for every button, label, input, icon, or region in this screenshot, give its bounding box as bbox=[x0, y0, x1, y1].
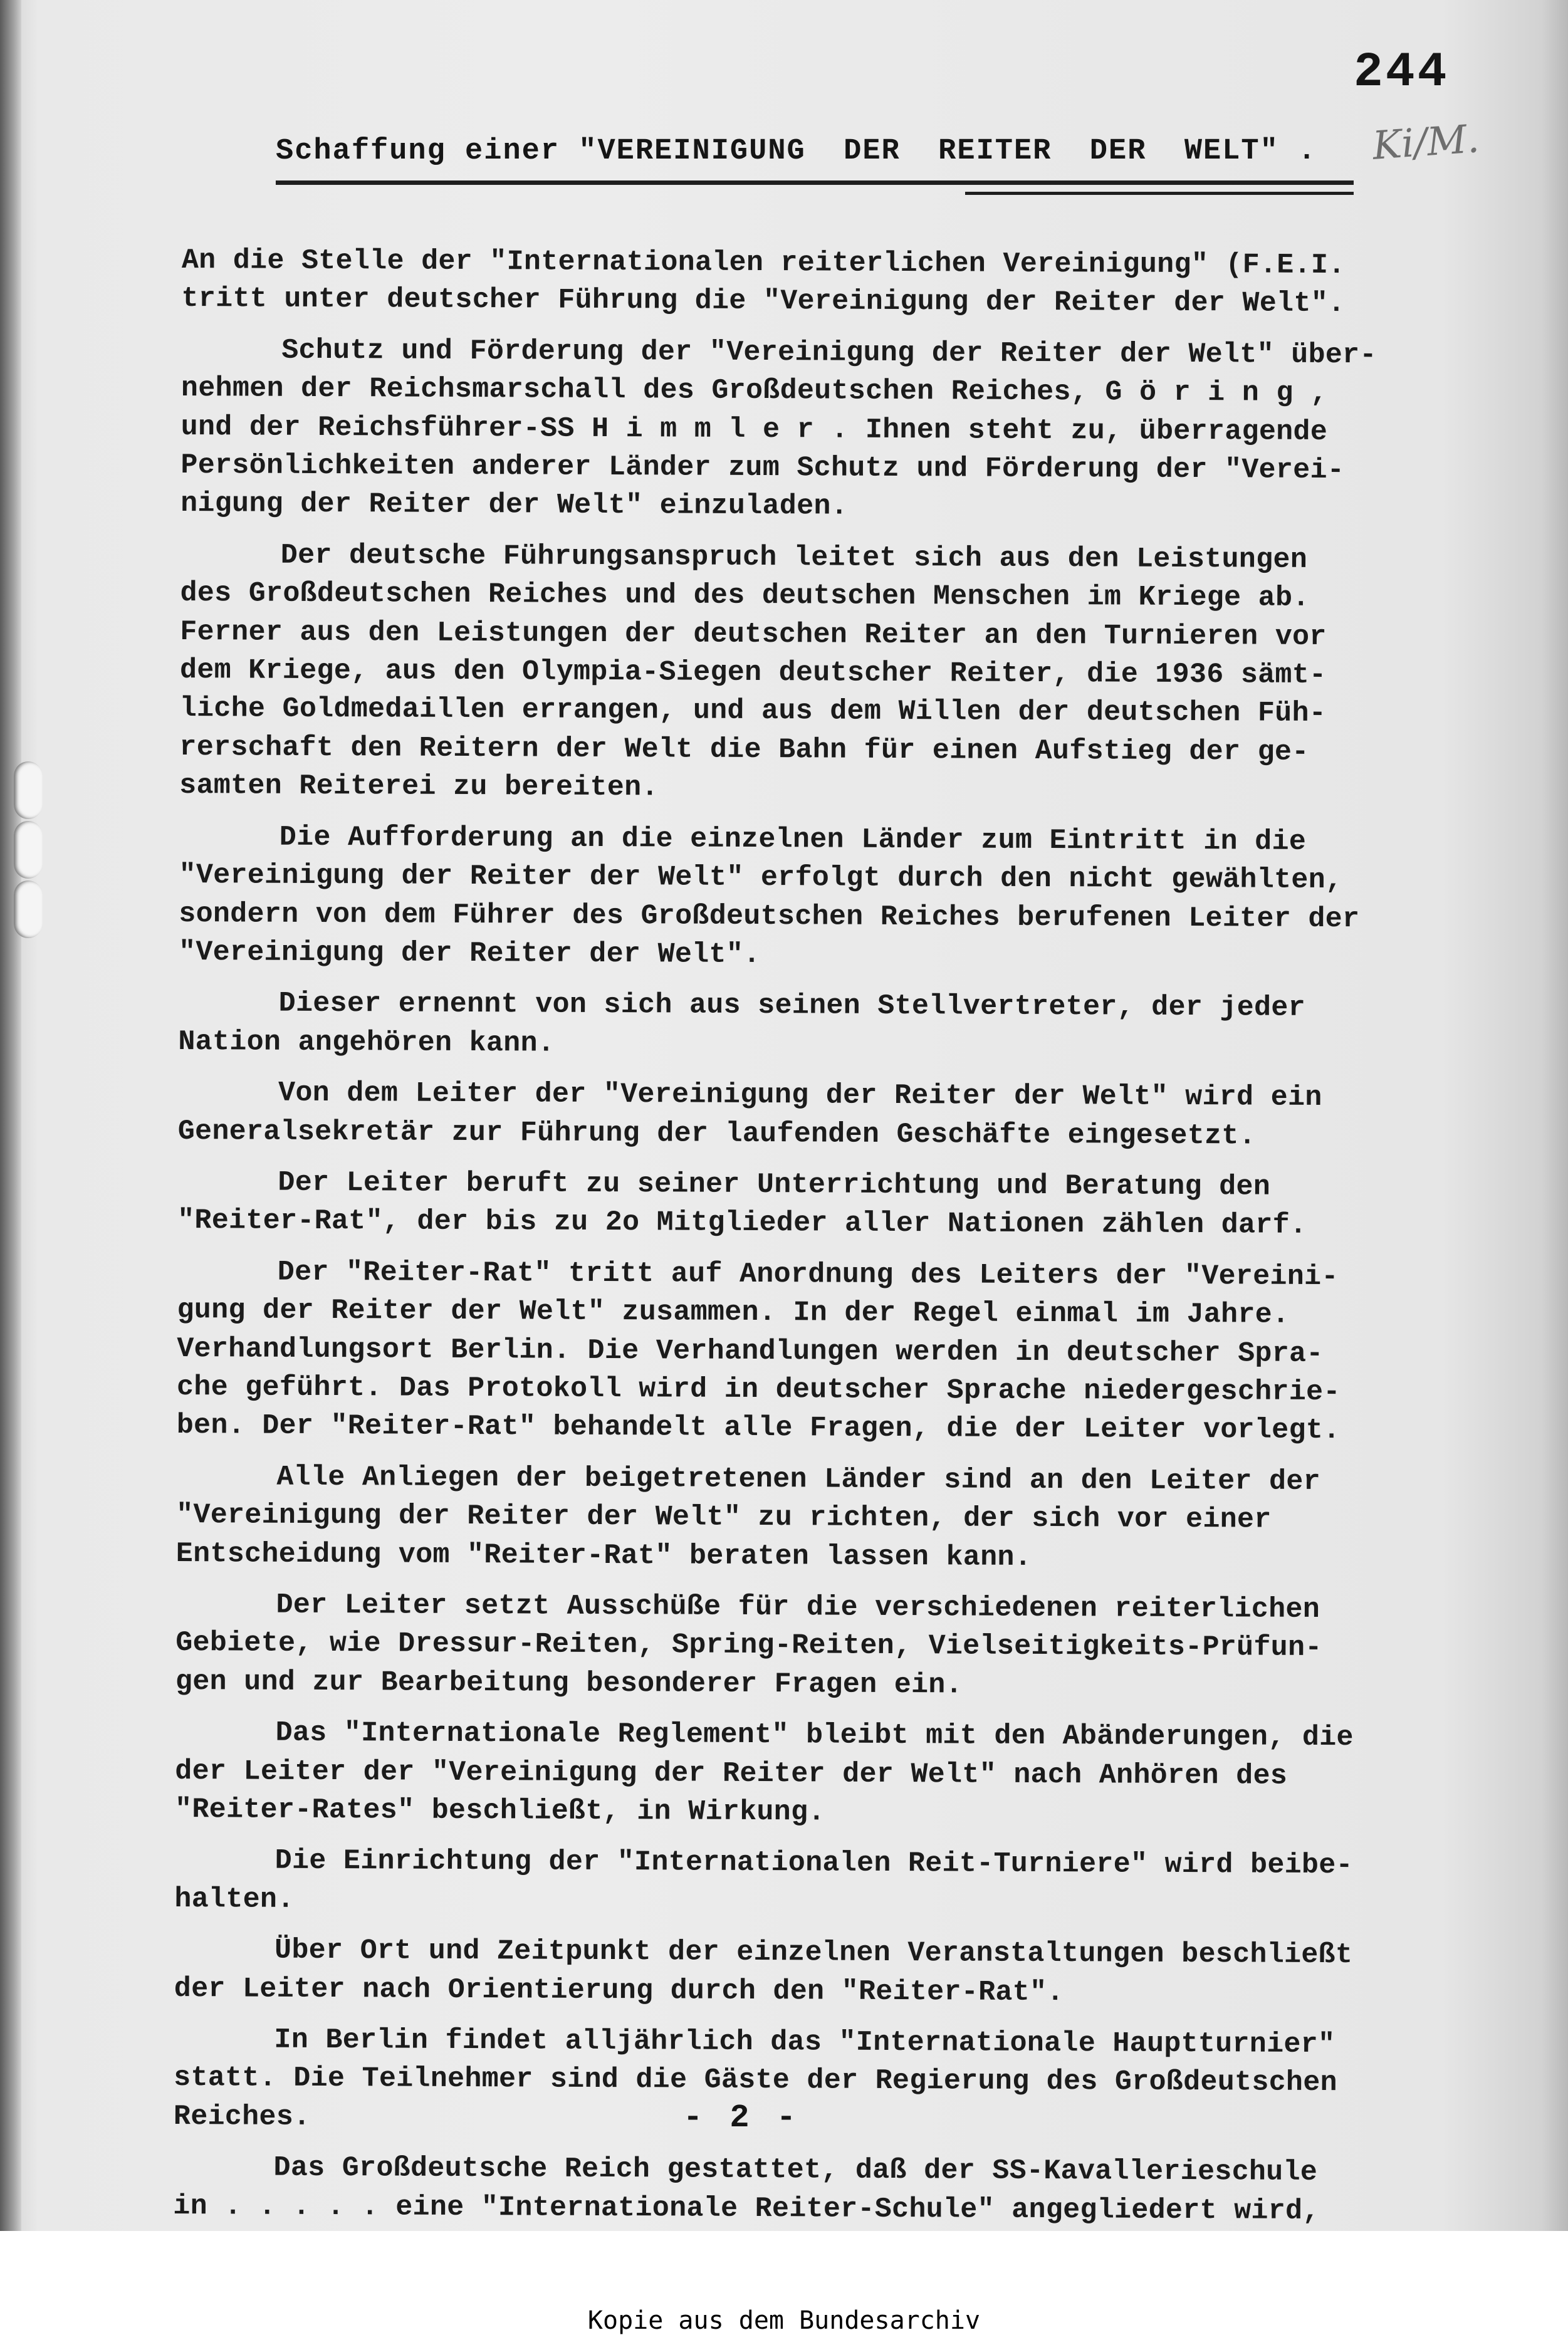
paragraph: Schutz und Förderung der "Vereinigung der Reiter der Welt" über- nehmen der Reichsmarschall des Großdeutschen Reiches, G ö r i n g , und der Reichsführer-SS H i m m l e r . Ihnen steht zu, überragende Persönlichkeiten anderer Länder zum Schutz und Förderung der "Verei- nigung der Reiter der Welt" einzuladen. bbox=[180, 334, 1377, 523]
heading-underline bbox=[276, 180, 1354, 185]
paragraph: Der "Reiter-Rat" tritt auf Anordnung des Leiters der "Vereini- gung der Reiter der Welt" zusammen. In der Regel einmal im Jahre. Verhandlungsort Berlin. Die Verhandlungen werden in deutscher Spra- che geführt. Das Protokoll wird in deutscher Sprache niedergeschrie- ben. Der "Reiter-Rat" behandelt alle Fragen, die der Leiter vorlegt. bbox=[176, 1256, 1341, 1447]
punch-hole bbox=[14, 761, 43, 819]
paragraph: Das Großdeutsche Reich gestattet, daß der SS-Kavallerieschule in . . . . . eine "Internationale Reiter-Schule" angegliedert wird, bbox=[173, 2151, 1320, 2227]
paragraph: Das "Internationale Reglement" bleibt mit den Abänderungen, die der Leiter der "Vereinigung der Reiter der Welt" nach Anhören des "Reiter-Rates" beschließt, in Wirkung. bbox=[174, 1716, 1354, 1829]
handwritten-mark: Ki/M. bbox=[1371, 115, 1481, 169]
paragraph: Die Aufforderung an die einzelnen Länder zum Eintritt in die "Vereinigung der Reiter der Welt" erfolgt durch den nicht gewählten, sondern von dem Führer des Großdeutschen Reiches berufenen Leiter der "Vereinigung der Reiter der Welt". bbox=[178, 821, 1360, 971]
paragraph: Über Ort und Zeitpunkt der einzelnen Veranstaltungen beschließt der Leiter nach Orientierung durch den "Reiter-Rat". bbox=[174, 1934, 1353, 2009]
paragraph: Von dem Leiter der "Vereinigung der Reiter der Welt" wird ein Generalsekretär zur Führung der laufenden Geschäfte eingesetzt. bbox=[177, 1077, 1322, 1152]
document-body bbox=[173, 241, 1548, 2282]
archive-caption: Kopie aus dem Bundesarchiv bbox=[587, 2306, 981, 2335]
document-heading: Schaffung einer "VEREINIGUNG DER REITER DER WELT" . bbox=[276, 135, 1317, 168]
paragraph: In Berlin findet alljährlich das "Internationale Hauptturnier" statt. Die Teilnehmer sind die Gäste der Regierung des Großdeutschen Reiches. bbox=[173, 2024, 1338, 2133]
paragraph: Die Einrichtung der "Internationalen Reit-Turniere" wird beibe- halten. bbox=[174, 1845, 1354, 1916]
paragraph: Der Leiter setzt Ausschüße für die verschiedenen reiterlichen Gebiete, wie Dressur-Reiten, Spring-Reiten, Vielseitigkeits-Prüfun- gen und zur Bearbeitung besonderer Fragen ein. bbox=[175, 1589, 1322, 1701]
page-number: 244 bbox=[1354, 45, 1450, 100]
paragraph: An die Stelle der "Internationalen reiterlichen Vereinigung" (F.E.I. tritt unter deutscher Führung die "Vereinigung der Reiter der Welt". bbox=[181, 244, 1346, 320]
punch-hole bbox=[14, 880, 43, 938]
paragraph: Dieser ernennt von sich aus seinen Stellvertreter, der jeder Nation angehören kann. bbox=[178, 987, 1306, 1060]
binding-edge bbox=[0, 0, 21, 2231]
paragraph: Der deutsche Führungsanspruch leitet sich aus den Leistungen des Großdeutschen Reiches und des deutschen Menschen im Kriege ab. Ferner aus den Leistungen der deutschen Reiter an den Turnieren vor dem Kriege, aus den Olympia-Siegen deutscher Reiter, die 1936 sämt- liche Goldmedaillen errangen, und aus dem Willen der deutschen Füh- rerschaft den Reitern der Welt die Bahn für einen Aufstieg der ge- samten Reiterei zu bereiten. bbox=[179, 539, 1327, 804]
footer-page-number: - 2 - bbox=[683, 2099, 800, 2136]
paragraph: Alle Anliegen der beigetretenen Länder sind an den Leiter der "Vereinigung der Reiter der Welt" zu richten, der sich vor einer Entscheidung vom "Reiter-Rat" beraten lassen kann. bbox=[175, 1461, 1321, 1574]
punch-hole bbox=[14, 821, 43, 879]
heading-underline-secondary bbox=[965, 192, 1354, 195]
paragraph: Der Leiter beruft zu seiner Unterrichtung und Beratung den "Reiter-Rat", der bis zu 2o Mitglieder aller Nationen zählen darf. bbox=[177, 1166, 1307, 1242]
